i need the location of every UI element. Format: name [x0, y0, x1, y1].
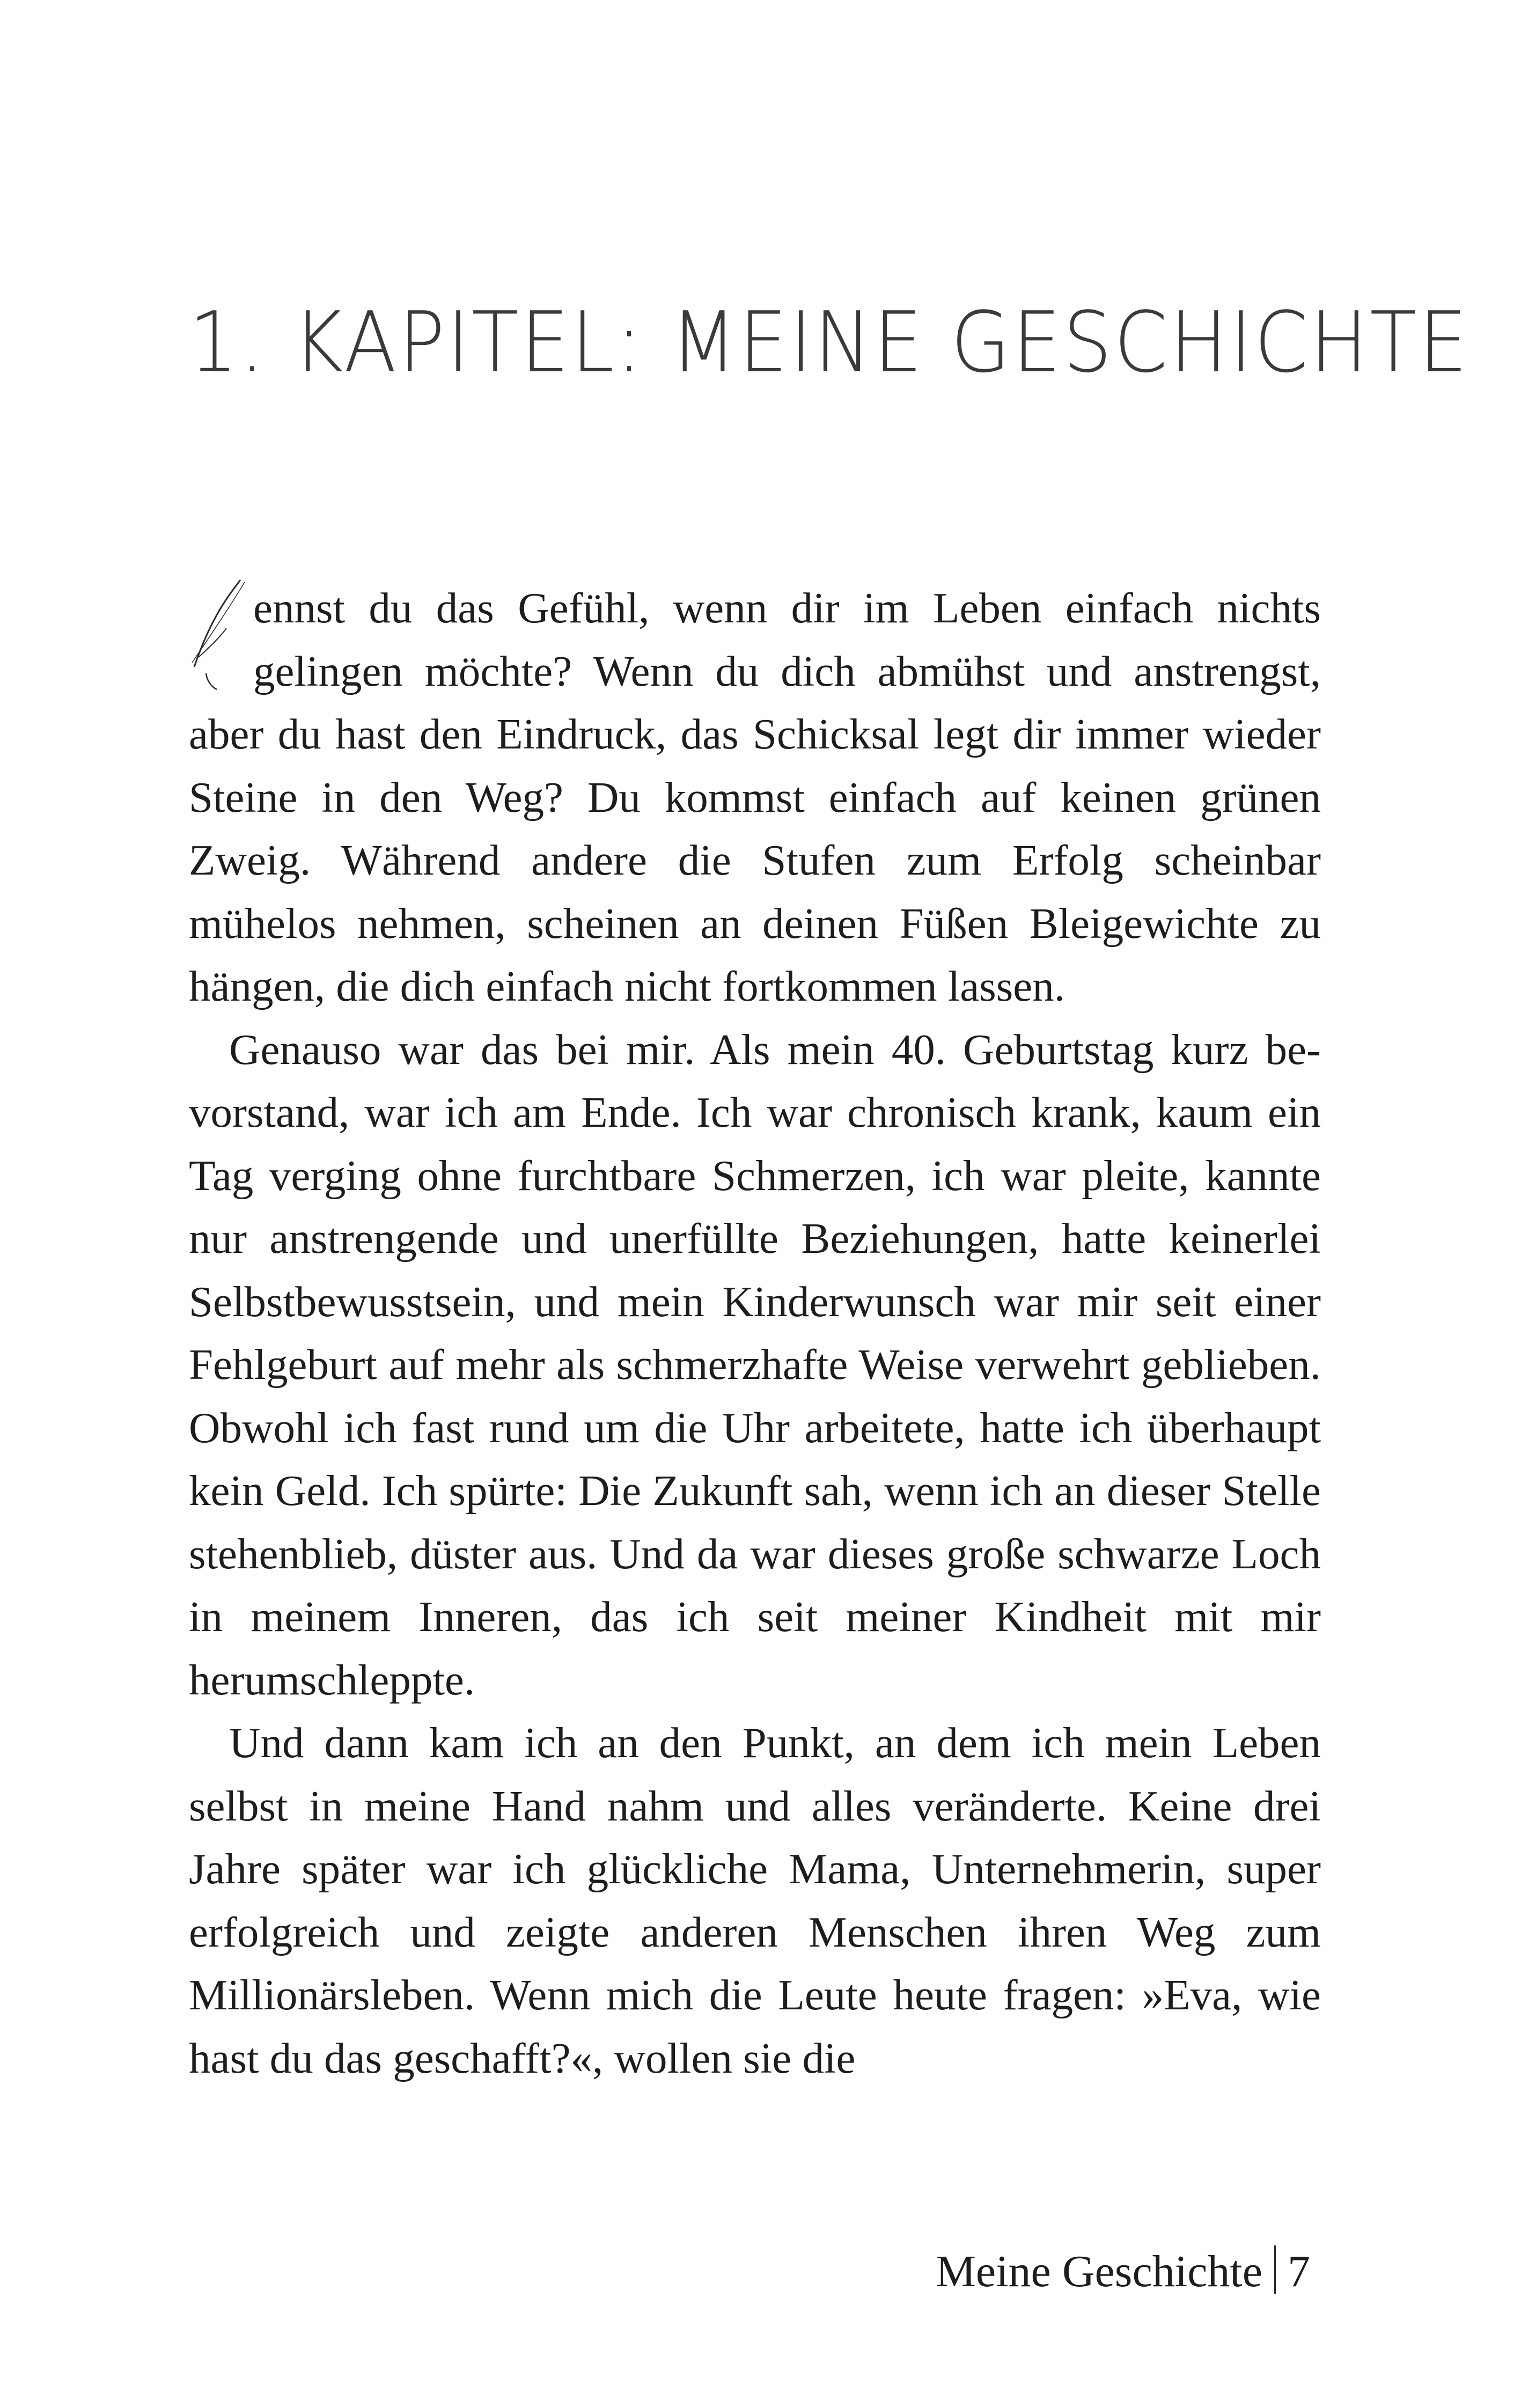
page-number: 7: [1288, 2247, 1310, 2296]
footer-separator: [1274, 2245, 1276, 2294]
chapter-title: 1. KAPITEL: MEINE GESCHICHTE: [189, 293, 1469, 391]
paragraph-1: [189, 577, 1321, 1018]
paragraph-2: Genauso war das bei mir. Als mein 40. Geburtstag kurz bevorstand, war ich am Ende. Ich war chronisch krank, kaum ein Tag verging ohne furchtbare Schmerzen, ich war pleite, kannte nur anstrengende und unerfüllte Beziehungen, hatte keinerlei Selbstbewusstsein, und mein Kinderwunsch war mir seit einer Fehlgeburt auf mehr als schmerzhafte Weise verwehrt geblieben. Obwohl ich fast rund um die Uhr arbeitete, hatte ich überhaupt kein Geld. Ich spürte: Die Zukunft sah, wenn ich an dieser Stelle stehenblieb, düster aus. Und da war dieses große schwarze Loch in meinem Inneren, das ich seit meiner Kindheit mit mir herumschleppte.: [189, 1025, 1321, 1704]
drop-cap: [189, 577, 243, 700]
paragraph-1-text: ennst du das Gefühl, wenn dir im Leben einfach nichts gelingen möchte? Wenn du dich abmühst und anstrengst, aber du hast den Eindruck, das Schicksal legt dir immer wieder Steine in den Weg? Du kommst einfach auf keinen grünen Zweig. Während andere die Stufen zum Erfolg scheinbar mühelos nehmen, scheinen an deinen Füßen Bleigewichte zu hängen, die dich einfach nicht fortkommen lassen.: [189, 584, 1321, 1010]
page-footer: [936, 2245, 1310, 2294]
drop-cap-k-glyph: [189, 577, 248, 695]
paragraph-3: Und dann kam ich an den Punkt, an dem ich mein Leben selbst in meine Hand nahm und alles veränderte. Keine drei Jahre später war ich glückliche Mama, Unternehmerin, super erfolgreich und zeigte anderen Menschen ihren Weg zum Millionärsleben. Wenn mich die Leute heute fragen: »Eva, wie hast du das geschafft?«, wollen sie die: [189, 1719, 1321, 2082]
running-title: Meine Geschichte: [936, 2247, 1262, 2296]
chapter-body: [189, 577, 1321, 2090]
